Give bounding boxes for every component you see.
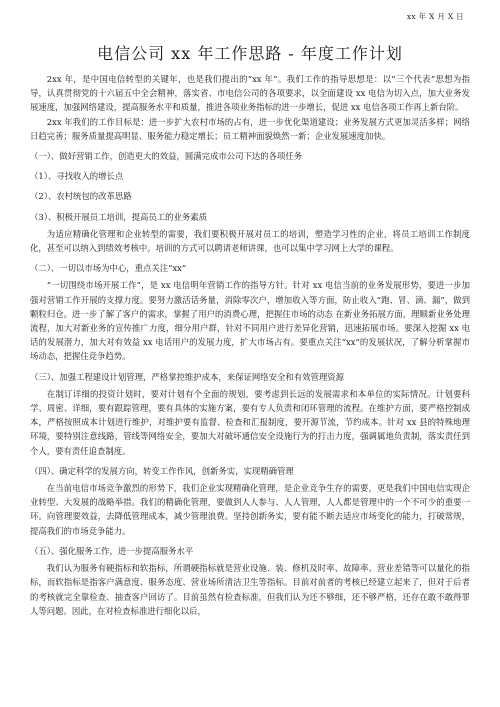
subsection-heading-1-3: （3）、积极开展员工培训，提高员工的业务素质 [30,211,208,222]
document-title: 电信公司 xx 年工作思路 - 年度工作计划 [97,44,403,63]
subsection-heading-1-2: （2）、农村统包的改革思路 [30,191,132,202]
section-paragraph-3: 在制订详细的投资计划时，要对计划有个全面的规划，要考虑到长远的发展需求和本单位的实际情况。计划要科学、周密、详细，要有跟踪管理，要有具体的实施方案，要有专人负责和闭环管理的流程。在维护方面，要严格控制成本，严格按照成本计划进行维护，对维护要有监督、检查和汇报制度，要开源节流，节约成本。针对 xx 县的特殊地理环境，要特别注意线路，管线等网络安全，要加大对破坏通信安全设施行为的打击力度，强调属地负责制，落实责任到个人，要有责任追查制度。 [30,388,470,456]
section-paragraph-2: “一切围绕市场开展工作”，是 xx 电信明年营销工作的指导方针。针对 xx 电信当前的业务发展形势，要进一步加强对营销工作开展的支撑力度。要努力激活话务量，消除零次户，增加收入等方面，防止收入“跑、冒、滴、漏”，做到颗粒归仓。进一步了解了客户的需求，掌握了用户的消费心理，把握住市场的动态 在新业务拓展方面，理顺新业务处理流程，加大对新业务的宣传推广力度，细分用户群，针对不同用户进行差异化营销，迅速拓展市场。要深入挖掘 xx 电话的发展潜力，加大对有效益 xx 电话用户的发展力度，扩大市场占有。要重点关注“xx”的发展状况，了解分析掌握市场动态，把握住竞争趋势。 [30,280,470,362]
document-date: xx 年 X 月 X 日 [406,12,464,21]
section-heading-2: （二）、一切以市场为中心，重点关注“xx” [30,263,187,274]
subsection-paragraph-1-3: 为适应精确化管理和企业转型的需要，我们要积极开展对员工的培训，塑造学习性的企业，将员工培训工作制度化，甚至可以纳入到绩效考核中。培训的方式可以聘请老师讲课，也可以集中学习网上大学的课程。 [30,228,470,254]
section-paragraph-4: 在当前电信市场竞争激烈的形势下，我们企业实现精确化管理，是企业竞争生存的需要，更是我们中国电信实现企业转型、大发展的战略举措。我们的精确化管理，要做到人人参与、人人管理，人人都是管理中的一个不可少的重要一环。向管理要效益，去降低管理成本，减少管理浪费。坚持创新务实，要有能不断去适应市场变化的能力，打破常规，提高我们的市场竞争能力。 [30,483,470,536]
section-heading-3: （三）、加强工程建设计划管理，严格掌控维护成本，来保证网络安全和有效管理资源 [30,371,345,382]
section-heading-1: （一）、做好营销工作，创造更大的效益，圆满完成市公司下达的各项任务 [30,151,303,162]
section-heading-5: （五）、强化服务工作，进一步提高服务水平 [30,545,194,556]
section-paragraph-5: 我们认为服务有硬指标和软指标，所谓硬指标就是营业设施、装、修机及时率、故障率、营业差错等可以量化的指标，而软指标是指客户满意度、服务态度、营业场所清洁卫生等指标。目前对前者的考核已经建立起来了，但对于后者的考核就完全靠检查、抽查客户回访了。目前虽然有检查标准，但我们认为还不够细，还不够严格，还存在敢不敢得罪人等问题。因此，在对检查标准进行细化以后， [30,563,470,616]
section-heading-4: （四）、确定科学的发展方向，转变工作作风，创新务实，实现精确管理 [30,465,294,476]
document-body [30,72,470,618]
intro-paragraph-2: 2xx 年我们的工作目标是：进一步扩大农村市场的占有，进一步优化渠道建设；业务发展方式更加灵活多样；网络日趋完善；服务质量提高明显、服务能力稳定增长；员工精神面貌焕然一新；企业发展速度加快。 [30,116,470,141]
intro-paragraph-1: 2xx 年，是中国电信转型的关键年，也是我们提出的“xx 年”。我们工作的指导思想是：以“三个代表”思想为指导，认真贯彻党的十六届五中全会精神，落实省、市电信公司的各项要求，以全面建设 xx 电信为切入点，加大业务发展速度，加强网络建设，提高服务水平和质量，推进各项业务指标的进一步增长，促进 xx 电信各项工作再上新台阶。 [30,74,470,113]
subsection-heading-1-1: （1）、寻找收入的增长点 [30,171,124,182]
